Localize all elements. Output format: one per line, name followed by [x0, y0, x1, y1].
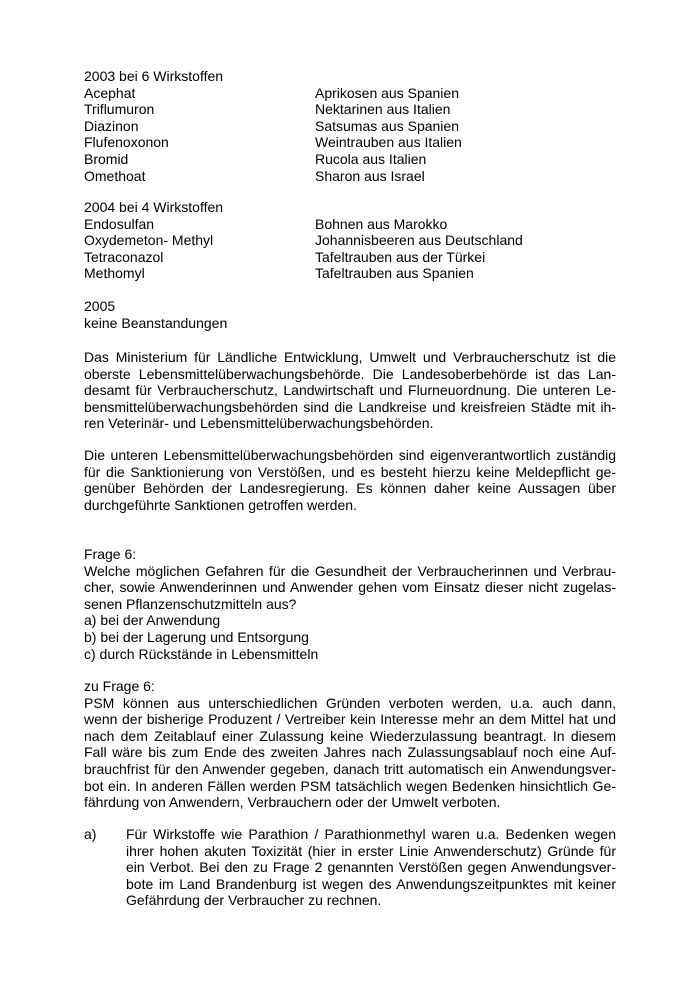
- text-line: ren Veterinär- und Lebensmittelüberwachungsbehörden.: [84, 415, 434, 432]
- text-line: PSM können aus unterschiedlichen Gründen verboten werden, u.a. auch dann,: [84, 694, 616, 711]
- answer-label: zu Frage 6:: [84, 678, 155, 694]
- section-2004: [84, 199, 616, 282]
- note-2005: keine Beanstandungen: [84, 314, 228, 331]
- substance: Tetraconazol: [84, 248, 164, 265]
- text-line: Gefährdung der Verbraucher zu rechnen.: [126, 892, 382, 909]
- substance: Diazinon: [84, 117, 139, 134]
- paragraph-ministerium: [84, 349, 616, 432]
- text-line: bot ein. In anderen Fällen werden PSM tatsächlich wegen Bedenken hinsichtlich Ge-: [84, 777, 616, 794]
- table-row: [84, 134, 616, 151]
- text-line: senen Pflanzenschutzmitteln aus?: [84, 595, 297, 612]
- table-row: [84, 101, 616, 118]
- question-option: b) bei der Lagerung und Entsorgung: [84, 628, 309, 645]
- substance: Endosulfan: [84, 215, 155, 232]
- text-line: für die Sanktionierung von Verstößen, und es besteht hierzu keine Meldepflicht ge-: [84, 463, 616, 480]
- text-line: Welche möglichen Gefahren für die Gesundheit der Verbraucherinnen und Verbrau-: [84, 562, 616, 579]
- table-row: [84, 151, 616, 168]
- substance: Oxydemeton- Methyl: [84, 232, 214, 249]
- text-line: Für Wirkstoffe wie Parathion / Parathionmethyl waren u.a. Bedenken wegen: [126, 826, 616, 842]
- text-line: ihrer hohen akuten Toxizität (hier in erster Linie Anwenderschutz) Gründe für: [126, 842, 616, 859]
- substance: Bromid: [84, 150, 129, 167]
- question-label: Frage 6:: [84, 546, 137, 562]
- text-line: genüber Behörden der Landesregierung. Es können daher keine Aussagen über: [84, 480, 616, 497]
- product: Tafeltrauben aus der Türkei: [315, 248, 486, 265]
- product: Tafeltrauben aus Spanien: [315, 265, 474, 282]
- text-line: durchgeführte Sanktionen getroffen werden.: [84, 496, 357, 513]
- text-line: nach dem Zeitablauf einer Zulassung keine Wiederzulassung beantragt. In diesem: [84, 727, 616, 744]
- text-line: cher, sowie Anwenderinnen und Anwender gehen vom Einsatz dieser nicht zugelas-: [84, 579, 616, 596]
- product: Johannisbeeren aus Deutschland: [315, 232, 523, 249]
- product: Nektarinen aus Italien: [315, 101, 451, 118]
- substance: Methomyl: [84, 265, 145, 282]
- product: Weintrauben aus Italien: [315, 134, 462, 151]
- text-line: bensmittelüberwachungsbehörden sind die Landkreise und kreisfreien Städte mit ih-: [84, 398, 616, 415]
- question-option: a) bei der Anwendung: [84, 612, 221, 629]
- item-label: a): [84, 826, 97, 842]
- text-line: Die unteren Lebensmittelüberwachungsbehörden sind eigenverantwortlich zuständig: [84, 447, 616, 463]
- text-line: brauchfrist für den Anwender gegeben, danach tritt automatisch ein Anwendungsver-: [84, 760, 616, 777]
- table-row: [84, 265, 616, 282]
- table-row: [84, 118, 616, 135]
- heading-2004: 2004 bei 4 Wirkstoffen: [84, 199, 224, 215]
- text-line: fährdung von Anwendern, Verbrauchern oder der Umwelt verboten.: [84, 794, 501, 811]
- text-line: Fall wäre bis zum Ende des zweiten Jahres nach Zulassungsablauf noch eine Auf-: [84, 744, 616, 761]
- substance: Flufenoxonon: [84, 134, 169, 151]
- product: Sharon aus Israel: [315, 167, 425, 184]
- table-row: [84, 85, 616, 102]
- substance: Omethoat: [84, 167, 146, 184]
- product: Satsumas aus Spanien: [315, 117, 459, 134]
- question-6: [84, 546, 616, 662]
- text-line: desamt für Verbraucherschutz, Landwirtschaft und Flurneuordnung. Die unteren Le-: [84, 382, 616, 399]
- text-line: wenn der bisherige Produzent / Vertreiber kein Interesse mehr an dem Mittel hat und: [84, 711, 616, 728]
- text-line: Das Ministerium für Ländliche Entwicklung, Umwelt und Verbraucherschutz ist die: [84, 349, 616, 365]
- section-2003: [84, 68, 616, 184]
- substance: Acephat: [84, 84, 136, 101]
- table-row: [84, 216, 616, 233]
- paragraph-sanktionen: [84, 447, 616, 513]
- text-line: ein Verbot. Bei den zu Frage 2 genannten Verstößen gegen Anwendungsver-: [126, 859, 616, 876]
- product: Aprikosen aus Spanien: [315, 84, 459, 101]
- table-row: [84, 168, 616, 185]
- text-line: bote im Land Brandenburg ist wegen des Anwendungszeitpunktes mit keiner: [126, 875, 616, 892]
- table-row: [84, 232, 616, 249]
- text-line: oberste Lebensmittelüberwachungsbehörde. Die Landesoberbehörde ist das Lan-: [84, 365, 616, 382]
- table-row: [84, 249, 616, 266]
- question-option: c) durch Rückstände in Lebensmitteln: [84, 645, 319, 662]
- heading-2003: 2003 bei 6 Wirkstoffen: [84, 68, 224, 84]
- section-2005: [84, 298, 616, 331]
- product: Rucola aus Italien: [315, 150, 427, 167]
- answer-6: [84, 678, 616, 811]
- heading-2005: 2005: [84, 298, 116, 314]
- product: Bohnen aus Marokko: [315, 215, 448, 232]
- substance: Triflumuron: [84, 101, 155, 118]
